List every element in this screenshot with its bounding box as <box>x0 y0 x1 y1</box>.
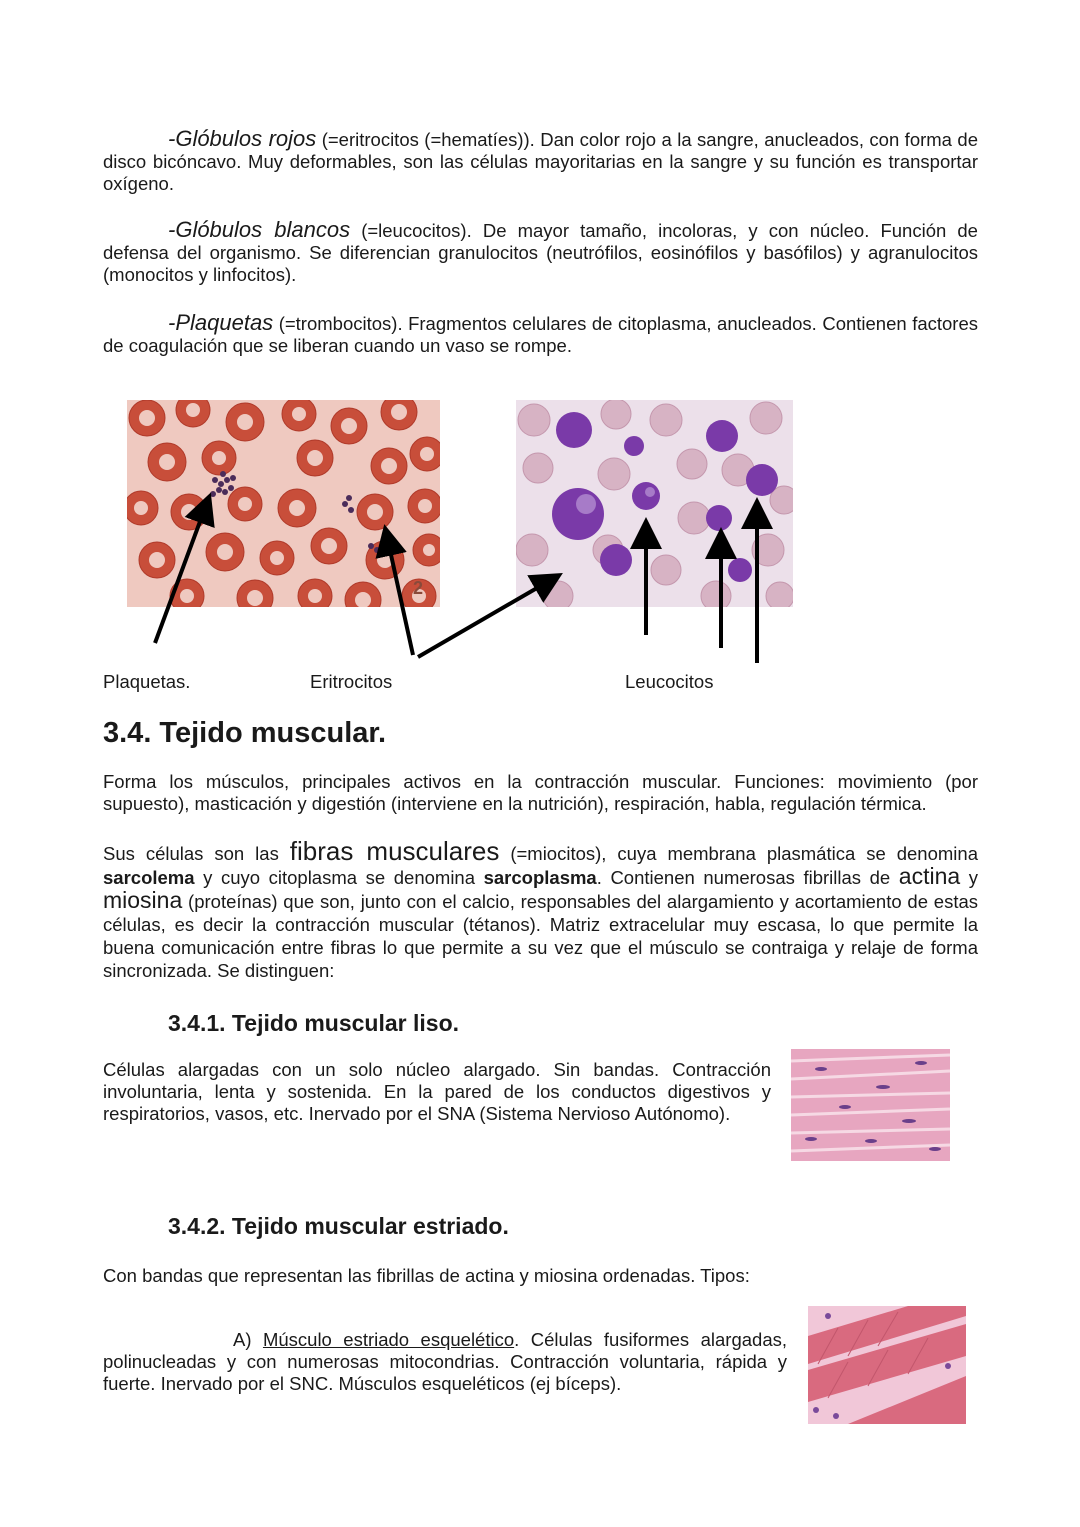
paragraph-striated-muscle: Con bandas que representan las fibrillas de actina y miosina ordenadas. Tipos: <box>103 1265 750 1286</box>
text-red-blood-cells: (=eritrocitos (=hematíes)). Dan color rojo a la sangre, anucleados, con forma de disco bicóncavo. Muy deformables, son las células mayoritarias en la sangre y su función es transportar oxígeno. <box>103 129 978 194</box>
term-platelets: -Plaquetas <box>168 310 274 335</box>
paragraph-smooth-muscle: Células alargadas con un solo núcleo alargado. Sin bandas. Contracción involuntaria, lenta y sostenida. En la pared de los conductos digestivos y respiratorios, vasos, etc. Inervado por el SNA (Sistema Nervioso Autónomo). <box>103 1059 771 1124</box>
paragraph-muscle-cells: Sus células son las fibras musculares (=miocitos), cuya membrana plasmática se denomina sarcolema y cuyo citoplasma se denomina sarcoplasma. Contienen numerosas fibrillas de actina y miosina (proteínas) que son, junto con el calcio, responsables del alargamiento y acortamiento de estas células, es decir la contracción muscular (tétanos). Matriz extracelular muy escasa, lo que permite la buena comunicación entre fibras lo que permite a su vez que el músculo se contraiga y relaje de forma sincronizada. Se distinguen: <box>103 836 978 981</box>
paragraph-muscle-intro: Forma los músculos, principales activos en la contracción muscular. Funciones: movimiento (por supuesto), masticación y digestión (interviene en la nutrición), respiración, habla, regulación térmica. <box>103 771 978 814</box>
arrow-erythrocyte <box>386 532 413 655</box>
micrograph-smooth-muscle <box>791 1049 950 1161</box>
paragraph-skeletal-muscle: A) Músculo estriado esquelético. Células fusiformes alargadas, polinucleadas y con numerosas mitocondrias. Contracción voluntaria, rápida y fuerte. Inervado por el SNC. Músculos esqueléticos (ej bíceps). <box>103 1329 788 1394</box>
text-white-blood-cells: (=leucocitos). De mayor tamaño, incoloras, y con núcleo. Función de defensa del organismo. Se diferencian granulocitos (neutrófilos, eosinófilos y basófilos) y agranulocitos (monocitos y linfocitos). <box>103 220 978 285</box>
term-myosin: miosina <box>103 887 183 913</box>
term-red-blood-cells: -Glóbulos rojos <box>168 126 317 151</box>
term-sarcoplasm: sarcoplasma <box>483 867 597 888</box>
section-heading-muscle: 3.4. Tejido muscular. <box>103 717 387 749</box>
figure-arrows <box>0 0 1080 700</box>
term-actin: actina <box>898 863 961 889</box>
subsection-heading-smooth-muscle: 3.4.1. Tejido muscular liso. <box>168 1010 460 1036</box>
term-skeletal-muscle: Músculo estriado esquelético <box>262 1329 515 1350</box>
micrograph-number: 2 <box>413 578 424 598</box>
term-white-blood-cells: -Glóbulos blancos <box>168 217 351 242</box>
term-muscle-fibers: fibras musculares <box>289 836 500 866</box>
text-platelets: (=trombocitos). Fragmentos celulares de citoplasma, anucleados. Contienen factores de coagulación que se liberan cuando un vaso se rompe. <box>103 313 978 356</box>
micrograph-skeletal-muscle <box>808 1306 966 1424</box>
arrow-platelets <box>155 500 208 643</box>
arrow-leukocyte-1 <box>418 577 556 657</box>
subsection-heading-striated-muscle: 3.4.2. Tejido muscular estriado. <box>168 1213 509 1239</box>
term-sarcolemma: sarcolema <box>103 867 195 888</box>
label-platelets: Plaquetas. <box>103 671 191 692</box>
label-erythrocytes: Eritrocitos <box>310 671 393 692</box>
label-leukocytes: Leucocitos <box>625 671 714 692</box>
